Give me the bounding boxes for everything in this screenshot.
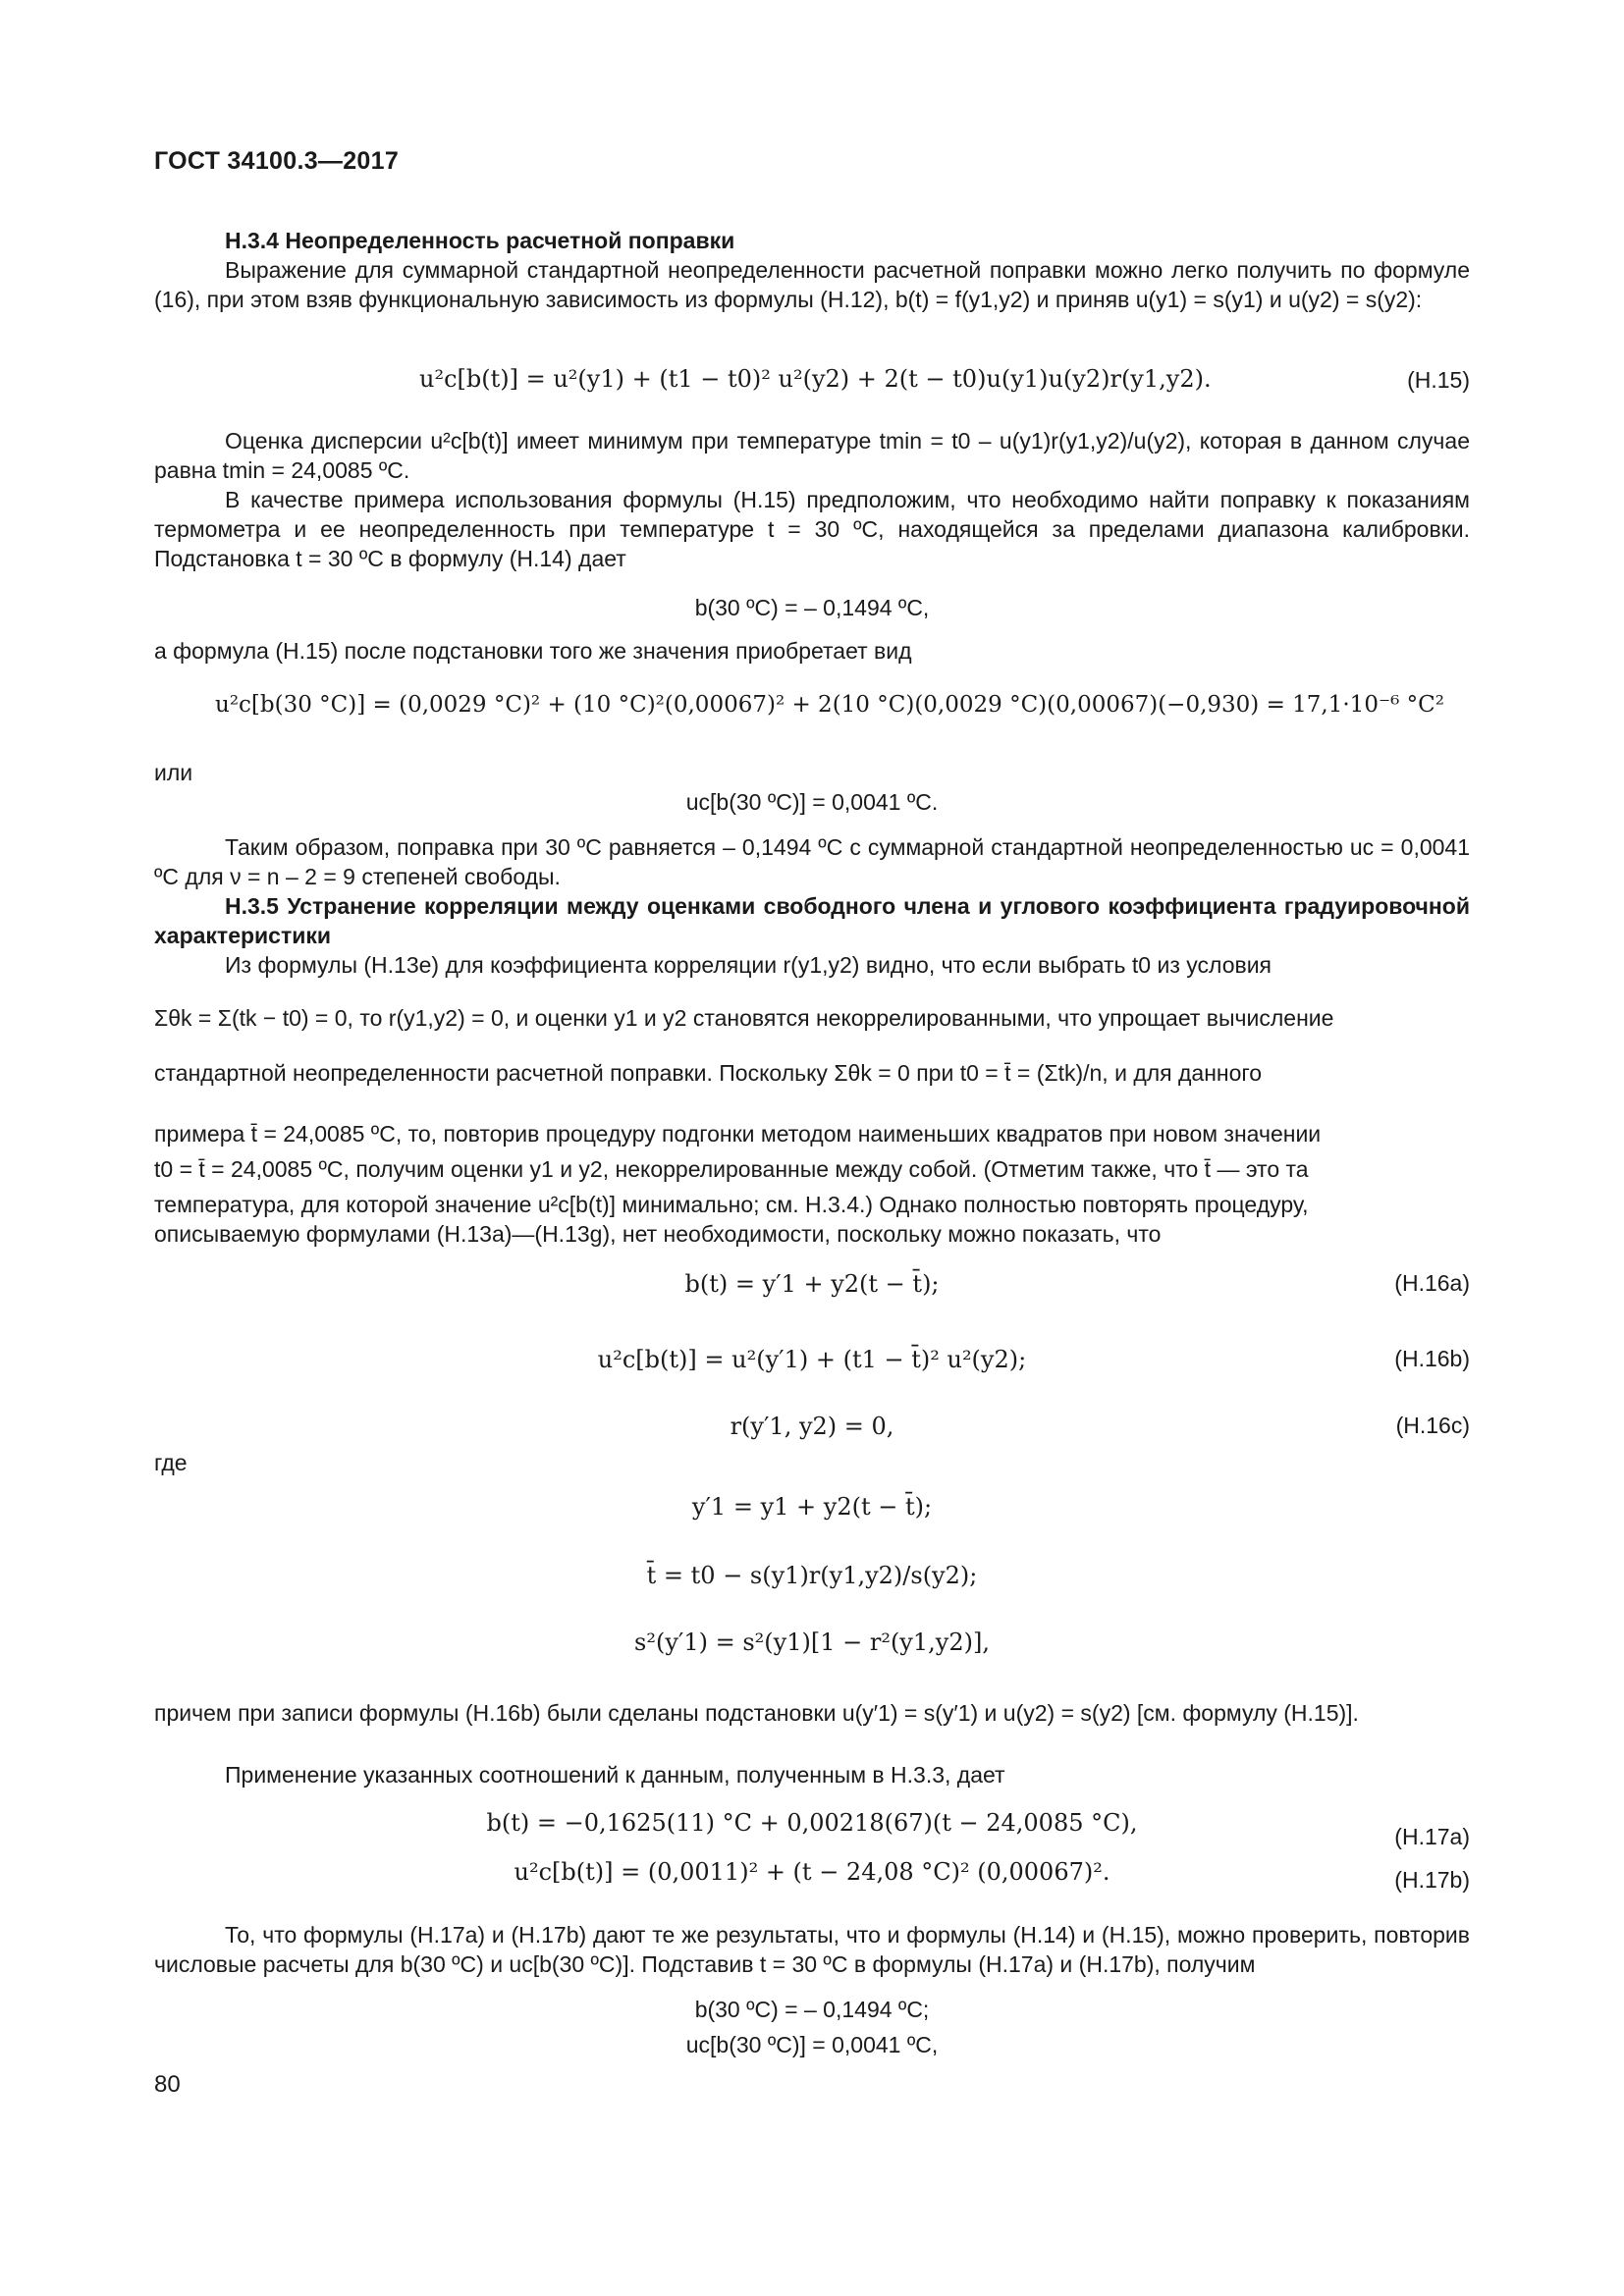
paragraph: В качестве примера использования формулы (Н.15) предположим, что необходимо найти поправку к показаниям термометра и ее неопределенность при температуре t = 30 ºC, находящейся за пределами диапазона калибровки. Подстановка t = 30 ºC в формулу (Н.14) дает <box>154 487 1470 571</box>
equation-h16b: u²c[b(t)] = u²(y′1) + (t1 − t̄)² u²(y2); <box>597 1346 1027 1373</box>
section-heading-h35: Н.3.5 Устранение корреляции между оценками свободного члена и углового коэффициента градуировочной характеристики <box>154 893 1470 948</box>
paragraph: причем при записи формулы (Н.16b) были сделаны подстановки u(y′1) = s(y′1) и u(y2) = s(y2) [см. формулу (Н.15)]. <box>154 1700 1359 1726</box>
equation-b30: b(30 ºC) = – 0,1494 ºC, <box>694 595 930 620</box>
paragraph-line: температура, для которой значение u²c[b(t)] минимально; см. Н.3.4.) Однако полностью повторять процедуру, <box>154 1192 1309 1217</box>
equation-number: (Н.17а) <box>1394 1824 1470 1849</box>
paragraph: или <box>154 760 193 785</box>
equation-h16c: r(y′1, y2) = 0, <box>730 1413 894 1440</box>
equation-number: (Н.16с) <box>1395 1413 1470 1438</box>
equation-h17b: u²c[b(t)] = (0,0011)² + (t − 24,08 °C)² (0,00067)². <box>514 1858 1110 1886</box>
paragraph: где <box>154 1450 188 1475</box>
equation-h15: u²c[b(t)] = u²(y1) + (t1 − t0)² u²(y2) + 2(t − t0)u(y1)u(y2)r(y1,y2). <box>419 365 1212 393</box>
equation-number: (Н.16b) <box>1394 1346 1470 1371</box>
paragraph: Таким образом, поправка при 30 ºC равняется – 0,1494 ºC с суммарной стандартной неопределенностью uc = 0,0041 ºC для ν = n – 2 = 9 степеней свободы. <box>154 834 1470 889</box>
equation-result-1: b(30 ºC) = – 0,1494 ºC; <box>694 1997 930 2022</box>
equation-long: u²c[b(30 °C)] = (0,0029 °C)² + (10 °C)²(0,00067)² + 2(10 °C)(0,0029 °C)(0,00067)(−0,930) = 17,1·10⁻⁶ °C² <box>215 692 1444 718</box>
paragraph: Оценка дисперсии u²c[b(t)] имеет минимум при температуре tmin = t0 – u(y1)r(y1,y2)/u(y2), которая в данном случае равна tmin = 24,0085 ºC. <box>154 428 1470 483</box>
equation-w3: s²(y′1) = s²(y1)[1 − r²(y1,y2)], <box>634 1629 990 1656</box>
paragraph-line: стандартной неопределенности расчетной поправки. Поскольку Σθk = 0 при t0 = t̄ = (Σtk)/n, и для данного <box>154 1060 1263 1086</box>
equation-w1: y′1 = y1 + y2(t − t̄); <box>691 1493 933 1521</box>
equation-uc: uc[b(30 ºC)] = 0,0041 ºC. <box>685 789 939 815</box>
paragraph-line: примера t̄ = 24,0085 ºC, то, повторив процедуру подгонки методом наименьших квадратов при новом значении <box>154 1121 1322 1147</box>
paragraph-line: t0 = t̄ = 24,0085 ºC, получим оценки y1 и y2, некоррелированные между собой. (Отметим также, что t̄ — это та <box>154 1156 1309 1182</box>
paragraph-line: Из формулы (Н.13е) для коэффициента корреляции r(y1,y2) видно, что если выбрать t0 из условия <box>225 952 1272 978</box>
equation-w2: t̄ = t0 − s(y1)r(y1,y2)/s(y2); <box>646 1562 978 1589</box>
equation-result-2: uc[b(30 ºC)] = 0,0041 ºC, <box>685 2032 939 2057</box>
equation-h16a: b(t) = y′1 + y2(t − t̄); <box>684 1270 940 1298</box>
paragraph: Выражение для суммарной стандартной неопределенности расчетной поправки можно легко получить по формуле (16), при этом взяв функциональную зависимость из формулы (Н.12), b(t) = f(y1,y2) и приняв u(y1) = s(y1) и u(y2) = s(y2): <box>154 257 1470 312</box>
section-heading-h34: Н.3.4 Неопределенность расчетной поправки <box>225 228 735 253</box>
paragraph: Применение указанных соотношений к данным, полученным в Н.3.3, дает <box>225 1762 1005 1788</box>
paragraph-line: описываемую формулами (Н.13а)—(Н.13g), нет необходимости, поскольку можно показать, что <box>154 1221 1162 1247</box>
equation-number: (Н.17b) <box>1394 1867 1470 1893</box>
equation-number: (Н.15) <box>1407 367 1470 393</box>
paragraph: а формула (Н.15) после подстановки того же значения приобретает вид <box>154 638 912 664</box>
paragraph: То, что формулы (Н.17а) и (Н.17b) дают те же результаты, что и формулы (Н.14) и (Н.15), можно проверить, повторив числовые расчеты для b(30 ºC) и uc[b(30 ºC)]. Подставив t = 30 ºC в формулы (Н.17а) и (Н.17b), получим <box>154 1922 1470 1977</box>
document-header: ГОСТ 34100.3—2017 <box>154 147 400 175</box>
equation-number: (Н.16а) <box>1394 1270 1470 1296</box>
page-number: 80 <box>154 2071 181 2098</box>
equation-h17a: b(t) = −0,1625(11) °C + 0,00218(67)(t − 24,0085 °C), <box>486 1809 1138 1837</box>
paragraph-line: Σθk = Σ(tk − t0) = 0, то r(y1,y2) = 0, и оценки y1 и y2 становятся некоррелированными, что упрощает вычисление <box>154 1005 1334 1031</box>
